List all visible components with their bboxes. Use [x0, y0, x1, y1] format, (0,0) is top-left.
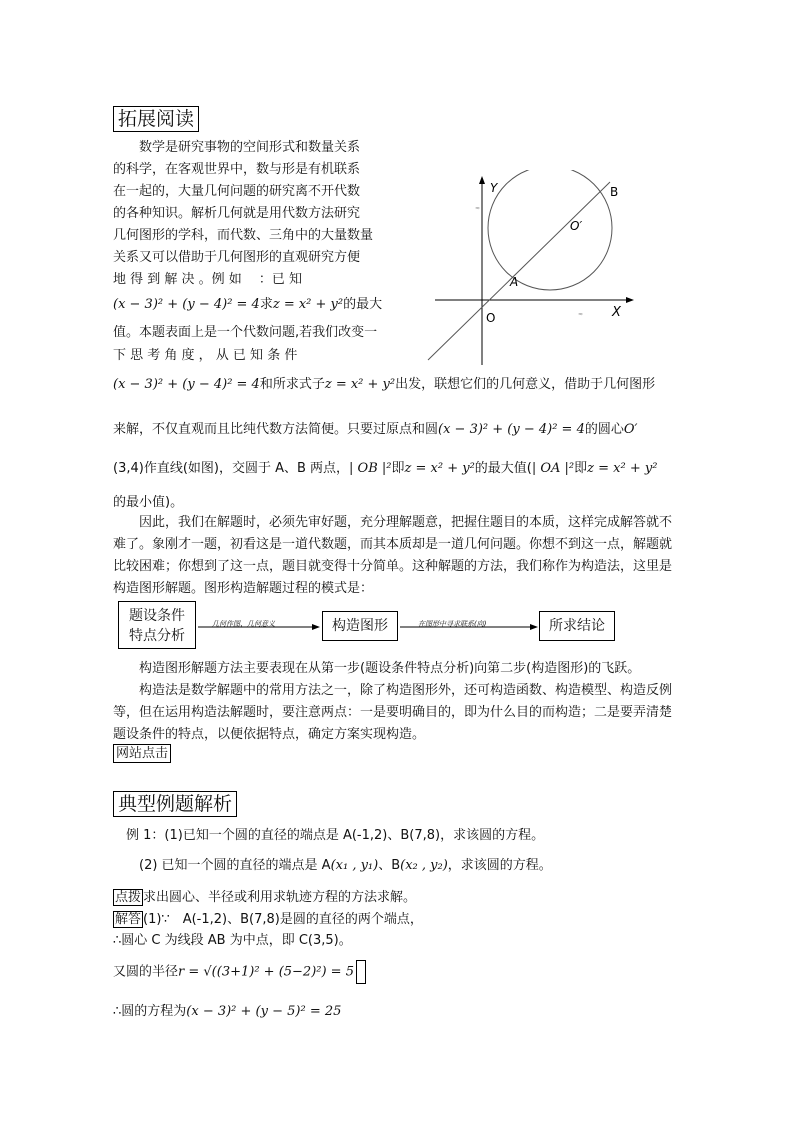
hint-text: 求出圆心、半径或利用求轨迹方程的方法求解。 — [143, 890, 417, 905]
flow-arrow-1 — [198, 622, 322, 632]
flow-box-line: 特点分析 — [129, 628, 185, 644]
math-oa: | OA |² — [531, 461, 575, 476]
label-a: A — [510, 275, 519, 289]
text-line — [113, 421, 637, 439]
circle-coordinate-figure — [420, 170, 640, 370]
text-fragment: 、B — [378, 858, 401, 873]
empty-answer-box — [356, 960, 366, 984]
label-y: Y — [490, 181, 498, 195]
hint-label: 点拨 — [115, 890, 142, 905]
text-fragment: 和所求式子 — [259, 377, 325, 392]
circle-equation: (x − 3)² + (y − 5)² = 25 — [186, 1004, 342, 1019]
text-fragment: 来解，不仅直观而且比纯代数方法简便。只要过原点和圆 — [113, 422, 439, 437]
equation-line — [113, 296, 382, 314]
point-a: (x₁ , y₁) — [330, 858, 379, 873]
text-line: 值。本题表面上是一个代数问题,若我们改变一 — [113, 325, 378, 340]
radius-line — [113, 960, 366, 985]
text-line: 的最小值)。 — [113, 495, 184, 510]
radius-formula: r = √((3+1)² + (5−2)²) = 5 — [178, 964, 354, 980]
text-line — [113, 460, 657, 478]
answer-line — [113, 911, 423, 929]
y-axis-arrow — [479, 176, 485, 184]
center-symbol: O′ — [623, 422, 638, 437]
text-fragment: 的最大 — [343, 297, 383, 312]
equation-z: z = x² + y² — [272, 297, 344, 312]
text-line: 的科学，在客观世界中，数与形是有机联系 — [113, 162, 361, 177]
website-click-label[interactable]: 网站点击 — [113, 744, 171, 763]
label-origin: O — [486, 311, 496, 325]
flow-box-line: 题设条件 — [129, 608, 185, 624]
x-axis-arrow — [626, 297, 634, 303]
svg-text:≈: ≈ — [475, 205, 481, 212]
text-fragment: ∴圆的方程为 — [113, 1004, 187, 1019]
text-line — [113, 376, 655, 394]
text-fragment: 的圆心 — [584, 422, 624, 437]
flow-box-result: 所求结论 — [539, 611, 615, 641]
paragraph-leap: 构造图形解题方法主要表现在从第一步(题设条件特点分析)向第二步(构造图形)的飞跃。 — [113, 661, 641, 676]
equation-result-line — [113, 1003, 341, 1021]
line-through-center — [428, 182, 610, 360]
text-fragment: (2) 已知一个圆的直径的端点是 A — [113, 858, 331, 873]
label-b: B — [610, 185, 619, 199]
flow-box-conditions — [118, 601, 196, 649]
answer-text: (1)∵ A(-1,2)、B(7,8)是圆的直径的两个端点， — [143, 912, 423, 927]
section-title-examples: 典型例题解析 — [113, 791, 237, 817]
section-title-extended-reading: 拓展阅读 — [113, 106, 199, 132]
example-2 — [113, 857, 552, 875]
text-line: 下 思 考 角 度 ， 从 已 知 条 件 — [113, 348, 298, 363]
example-1: 例 1：(1)已知一个圆的直径的端点是 A(-1,2)、B(7,8)，求该圆的方程。 — [113, 828, 545, 843]
text-fragment: (3,4)作直线(如图)，交圆于 A、B 两点， — [113, 461, 350, 476]
text-fragment: 又圆的半径 — [113, 964, 179, 980]
text-line: 的各种知识。解析几何就是用代数方法研究 — [113, 206, 361, 221]
equation-circle: (x − 3)² + (y − 4)² = 4 — [113, 377, 260, 392]
text-fragment: 求 — [259, 297, 273, 312]
text-fragment: 即 — [574, 461, 588, 476]
text-fragment: 出发，联想它们的几何意义，借助于几何图形 — [395, 377, 656, 392]
text-fragment: ，求该圆的方程。 — [447, 858, 552, 873]
point-b: (x₂ , y₂) — [400, 858, 448, 873]
flow-box-construct: 构造图形 — [322, 611, 398, 641]
equation-z: z = x² + y² — [324, 377, 396, 392]
text-line: 几何图形的学科，而代数、三角中的大量数量 — [113, 228, 374, 243]
flow-arrow-label: 几何作图、几何意义 — [212, 620, 275, 628]
label-center: O′ — [570, 219, 583, 233]
svg-text:≈: ≈ — [578, 311, 584, 318]
flow-arrow-label: 在图形中寻求联系(向) — [418, 620, 487, 628]
paragraph-methods: 构造法是数学解题中的常用方法之一，除了构造图形外，还可构造函数、构造模型、构造反例等，但在运用构造法解题时，要注意两点：一是要明确目的，即为什么目的而构造；二是要弄清楚题设条件的特点，以便依据特点，确定方案实现构造。 — [113, 683, 673, 742]
text-fragment: 即 — [391, 461, 405, 476]
hint-line — [113, 889, 416, 907]
equation-z: z = x² + y² — [404, 461, 475, 476]
answer-label: 解答 — [115, 912, 142, 927]
text-line: 在一起的，大量几何问题的研究离不开代数 — [113, 184, 361, 199]
math-ob: | OB |² — [349, 461, 392, 476]
equation-circle: (x − 3)² + (y − 4)² = 4 — [438, 422, 585, 437]
text-fragment: 的最大值( — [474, 461, 532, 476]
text-line: 地 得 到 解 决 。例 如 ：已 知 — [113, 272, 303, 287]
flow-arrow-2 — [400, 622, 540, 632]
text-line: 数学是研究事物的空间形式和数量关系 — [113, 140, 361, 155]
label-x: X — [612, 305, 621, 320]
center-line: ∴圆心 C 为线段 AB 为中点，即 C(3,5)。 — [113, 933, 352, 948]
equation-z: z = x² + y² — [587, 461, 658, 476]
paragraph-construction: 因此，我们在解题时，必须先审好题，充分理解题意，把握住题目的本质，这样完成解答就不难了。象刚才一题，初看这是一道代数题，而其本质却是一道几何问题。你想不到这一点，解题就比较困难；你想到了这一点，题目就变得十分简单。这种解题的方法，我们称作为构造法，这里是构造图形解题。图形构造解题过程的模式是： — [113, 515, 673, 596]
circle — [488, 170, 612, 290]
equation-circle: (x − 3)² + (y − 4)² = 4 — [113, 297, 260, 312]
text-line: 关系又可以借助于几何图形的直观研究方便 — [113, 250, 361, 265]
